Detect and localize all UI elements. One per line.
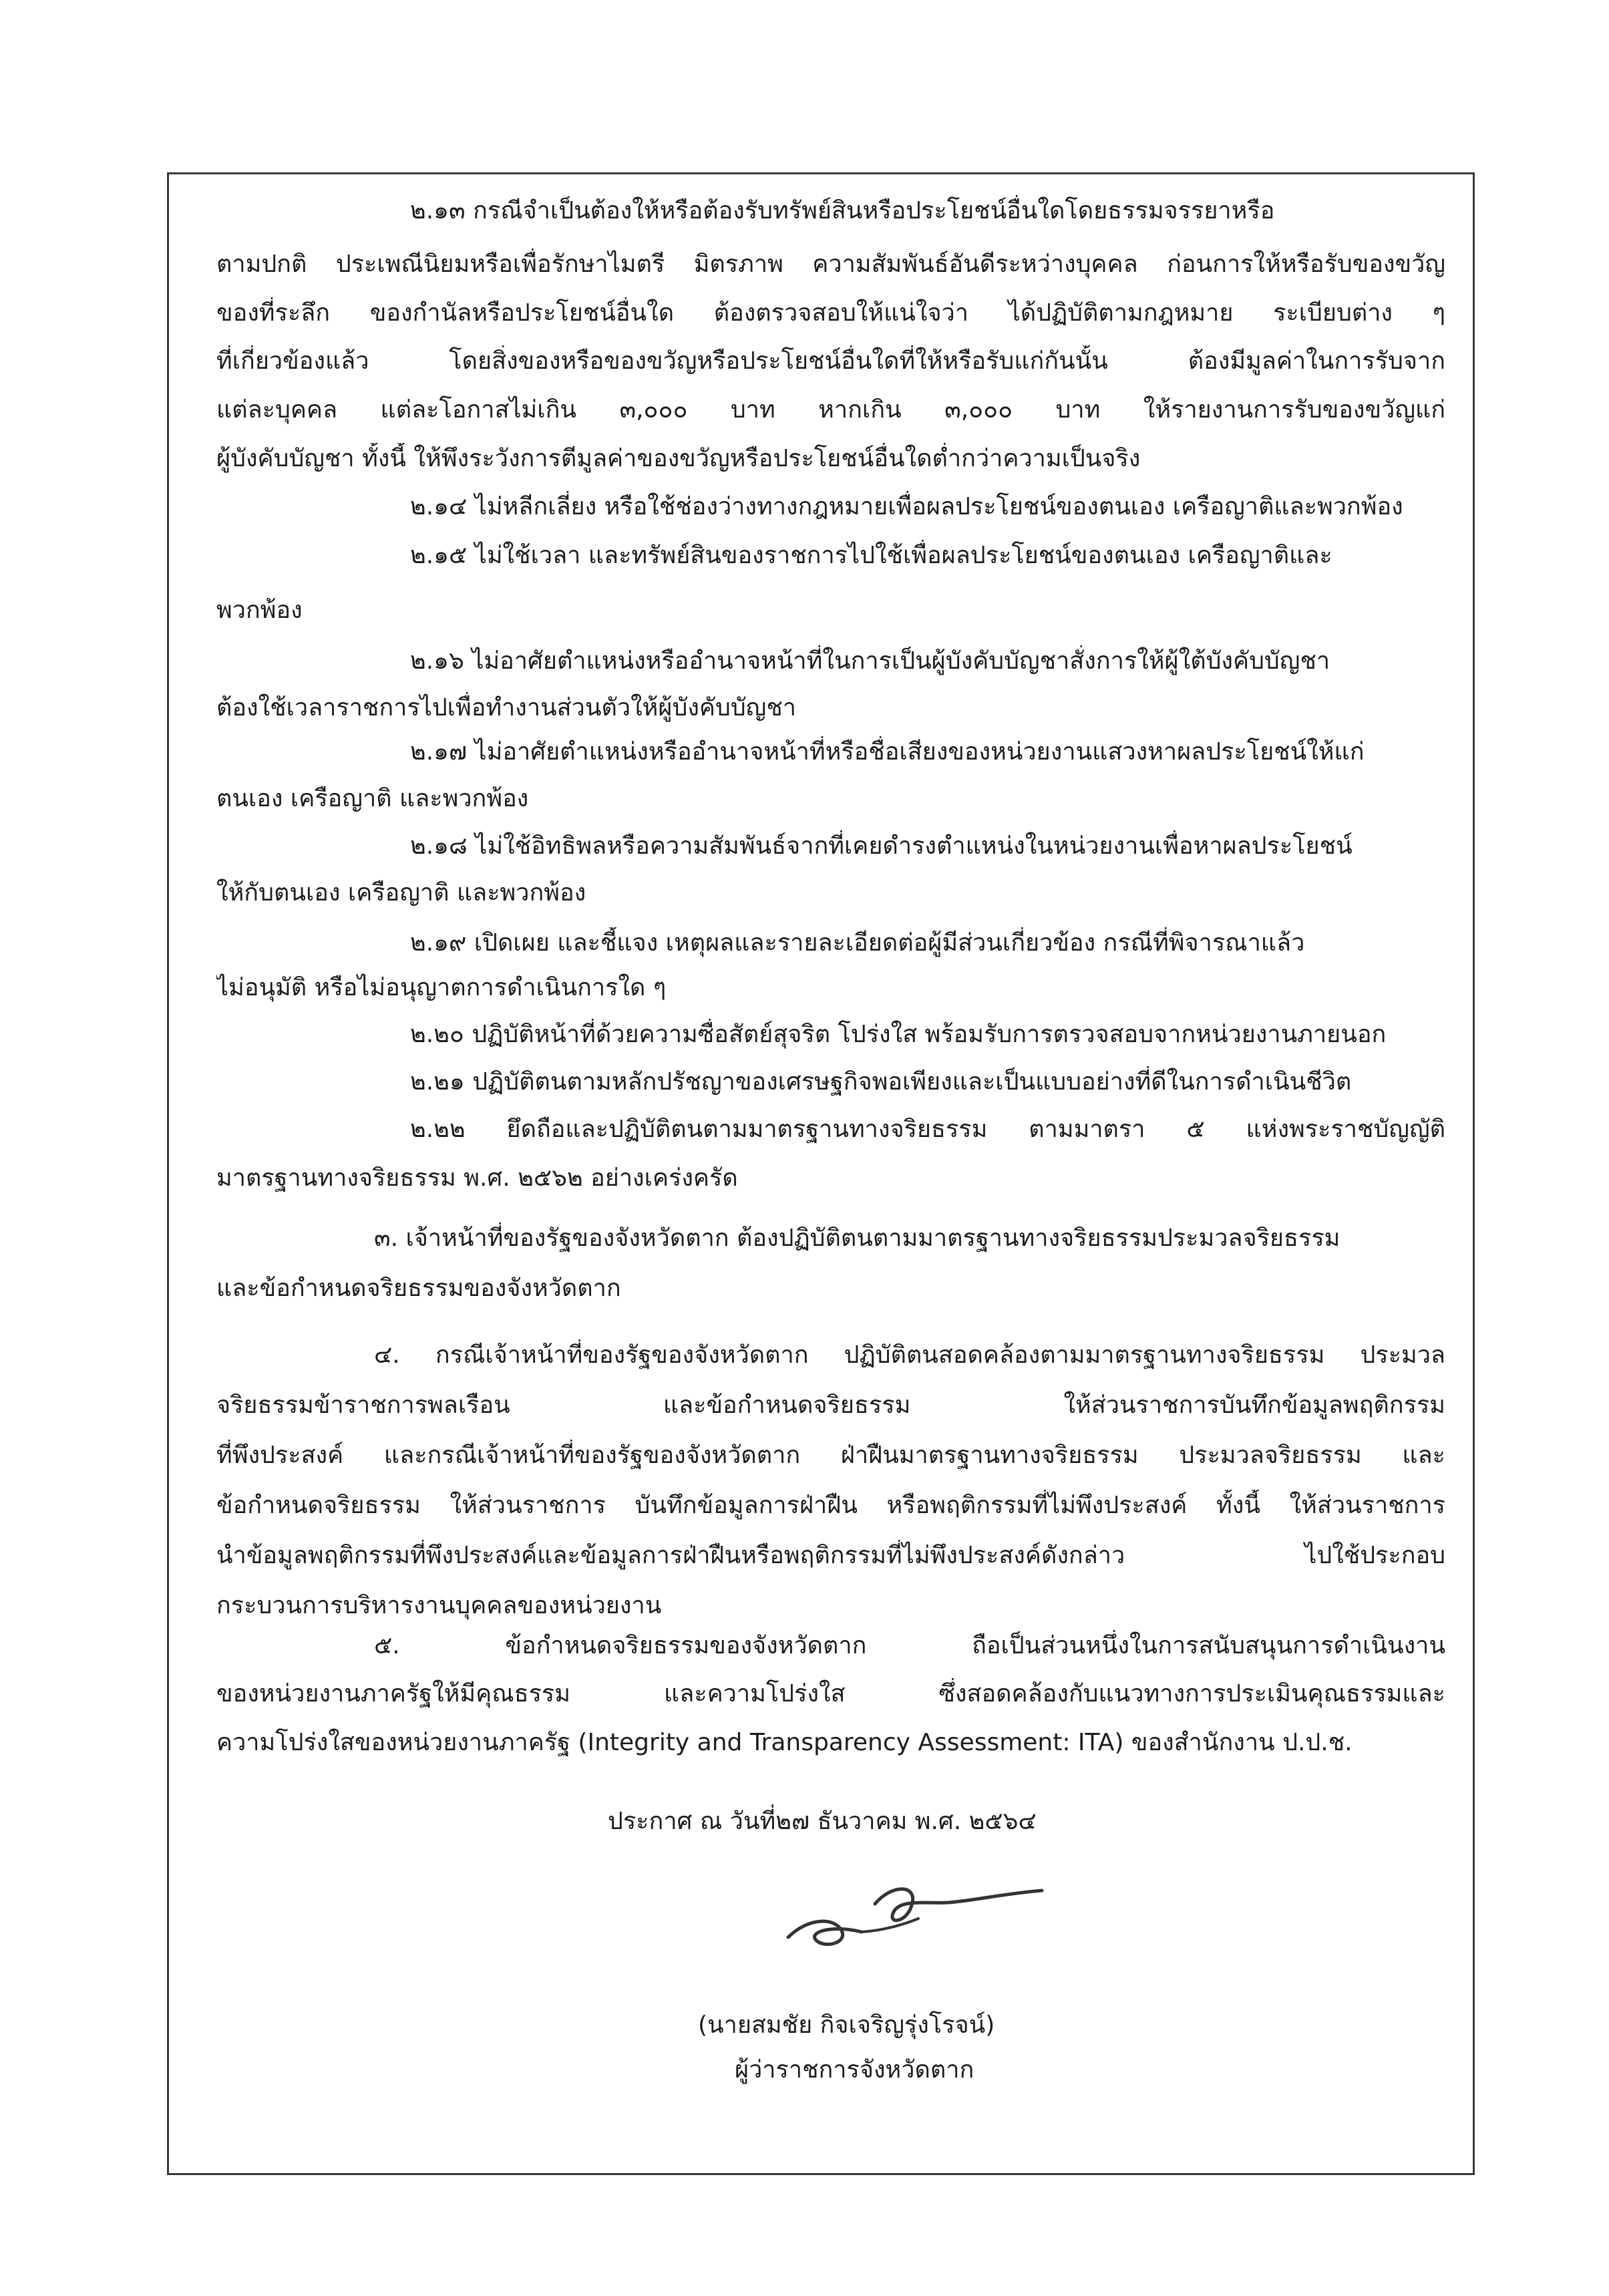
paragraph-line: ๕. ข้อกำหนดจริยธรรมของจังหวัดตาก ถือเป็นส่วนหนึ่งในการสนับสนุนการดำเนินงาน [374, 1632, 1445, 1659]
signer-name: (นายสมชัย กิจเจริญรุ่งโรจน์) [698, 2011, 995, 2039]
paragraph-line: ที่เกี่ยวข้องแล้ว โดยสิ่งของหรือของขวัญหรือประโยชน์อื่นใดที่ให้หรือรับแก่กันนั้น ต้องมีมูลค่าในการรับจาก [216, 347, 1445, 375]
paragraph-line: ๒.๑๔ ไม่หลีกเลี่ยง หรือใช้ช่องว่างทางกฎหมายเพื่อผลประโยชน์ของตนเอง เครือญาติและพวกพ้อง [410, 493, 1403, 520]
paragraph-line: ข้อกำหนดจริยธรรม ให้ส่วนราชการ บันทึกข้อมูลการฝ่าฝืน หรือพฤติกรรมที่ไม่พึงประสงค์ ทั้งนี้ ให้ส่วนราชการ [216, 1492, 1445, 1519]
paragraph-line: ต้องใช้เวลาราชการไปเพื่อทำงานส่วนตัวให้ผู้บังคับบัญชา [216, 694, 797, 721]
paragraph-line: ๒.๑๙ เปิดเผย และชี้แจง เหตุผลและรายละเอียดต่อผู้มีส่วนเกี่ยวข้อง กรณีที่พิจารณาแล้ว [410, 929, 1305, 957]
paragraph-line: ที่พึงประสงค์ และกรณีเจ้าหน้าที่ของรัฐของจังหวัดตาก ฝ่าฝืนมาตรฐานทางจริยธรรม ประมวลจริยธรรม และ [216, 1442, 1445, 1469]
paragraph-line: ๒.๑๕ ไม่ใช้เวลา และทรัพย์สินของราชการไปใช้เพื่อผลประโยชน์ของตนเอง เครือญาติและ [410, 542, 1332, 569]
paragraph-line: ให้กับตนเอง เครือญาติ และพวกพ้อง [216, 879, 586, 907]
announcement-date: ประกาศ ณ วันที่๒๗ ธันวาคม พ.ศ. ๒๕๖๔ [608, 1808, 1037, 1835]
paragraph-line: ๓. เจ้าหน้าที่ของรัฐของจังหวัดตาก ต้องปฏิบัติตนตามมาตรฐานทางจริยธรรมประมวลจริยธรรม [374, 1224, 1340, 1252]
paragraph-line: ตนเอง เครือญาติ และพวกพ้อง [216, 785, 529, 812]
paragraph-line: ๒.๑๖ ไม่อาศัยตำแหน่งหรืออำนาจหน้าที่ในการเป็นผู้บังคับบัญชาสั่งการให้ผู้ใต้บังคับบัญชา [410, 647, 1330, 675]
paragraph-line: มาตรฐานทางจริยธรรม พ.ศ. ๒๕๖๒ อย่างเคร่งครัด [216, 1164, 738, 1192]
paragraph-line: ๒.๑๘ ไม่ใช้อิทธิพลหรือความสัมพันธ์จากที่เคยดำรงตำแหน่งในหน่วยงานเพื่อหาผลประโยชน์ [410, 832, 1353, 860]
paragraph-line: ของที่ระลึก ของกำนัลหรือประโยชน์อื่นใด ต้องตรวจสอบให้แน่ใจว่า ได้ปฏิบัติตามกฎหมาย ระเบียบต่าง ๆ [216, 299, 1445, 327]
paragraph-line: ผู้บังคับบัญชา ทั้งนี้ ให้พึงระวังการตีมูลค่าของขวัญหรือประโยชน์อื่นใดต่ำกว่าความเป็นจริง [216, 445, 1141, 472]
paragraph-line: แต่ละบุคคล แต่ละโอกาสไม่เกิน ๓,๐๐๐ บาท หากเกิน ๓,๐๐๐ บาท ให้รายงานการรับของขวัญแก่ [216, 396, 1445, 424]
paragraph-line: กระบวนการบริหารงานบุคคลของหน่วยงาน [216, 1592, 662, 1619]
paragraph-line: และข้อกำหนดจริยธรรมของจังหวัดตาก [216, 1275, 621, 1302]
paragraph-line: จริยธรรมข้าราชการพลเรือน และข้อกำหนดจริยธรรม ให้ส่วนราชการบันทึกข้อมูลพฤติกรรม [216, 1391, 1445, 1419]
paragraph-line: ตามปกติ ประเพณีนิยมหรือเพื่อรักษาไมตรี มิตรภาพ ความสัมพันธ์อันดีระหว่างบุคคล ก่อนการให้หรือรับของขวัญ [216, 251, 1445, 278]
paragraph-line: ๒.๑๗ ไม่อาศัยตำแหน่งหรืออำนาจหน้าที่หรือชื่อเสียงของหน่วยงานแสวงหาผลประโยชน์ให้แก่ [410, 738, 1365, 766]
paragraph-line: ๒.๑๓ กรณีจำเป็นต้องให้หรือต้องรับทรัพย์สินหรือประโยชน์อื่นใดโดยธรรมจรรยาหรือ [410, 197, 1275, 224]
paragraph-line: ๔. กรณีเจ้าหน้าที่ของรัฐของจังหวัดตาก ปฏิบัติตนสอดคล้องตามมาตรฐานทางจริยธรรม ประมวล [374, 1341, 1445, 1369]
paragraph-line: ๒.๒๑ ปฏิบัติตนตามหลักปรัชญาของเศรษฐกิจพอเพียงและเป็นแบบอย่างที่ดีในการดำเนินชีวิต [410, 1068, 1352, 1096]
paragraph-line: ๒.๒๐ ปฏิบัติหน้าที่ด้วยความซื่อสัตย์สุจริต โปร่งใส พร้อมรับการตรวจสอบจากหน่วยงานภายนอก [410, 1021, 1387, 1048]
signature-image [775, 1864, 1055, 1964]
paragraph-line: พวกพ้อง [216, 597, 303, 624]
paragraph-line: ๒.๒๒ ยึดถือและปฏิบัติตนตามมาตรฐานทางจริยธรรม ตามมาตรา ๕ แห่งพระราชบัญญัติ [410, 1116, 1445, 1143]
paragraph-line: นำข้อมูลพฤติกรรมที่พึงประสงค์และข้อมูลการฝ่าฝืนหรือพฤติกรรมที่ไม่พึงประสงค์ดังกล่าว ไปใช้ประกอบ [216, 1542, 1445, 1569]
paragraph-line: ของหน่วยงานภาครัฐให้มีคุณธรรม และความโปร่งใส ซึ่งสอดคล้องกับแนวทางการประเมินคุณธรรมและ [216, 1680, 1445, 1707]
paragraph-line: ความโปร่งใสของหน่วยงานภาครัฐ (Integrity and Transparency Assessment: ITA) ของสำนักงาน ป.ป.ช. [216, 1729, 1353, 1756]
signer-title: ผู้ว่าราชการจังหวัดตาก [735, 2056, 974, 2084]
paragraph-line: ไม่อนุมัติ หรือไม่อนุญาตการดำเนินการใด ๆ [216, 974, 667, 1001]
